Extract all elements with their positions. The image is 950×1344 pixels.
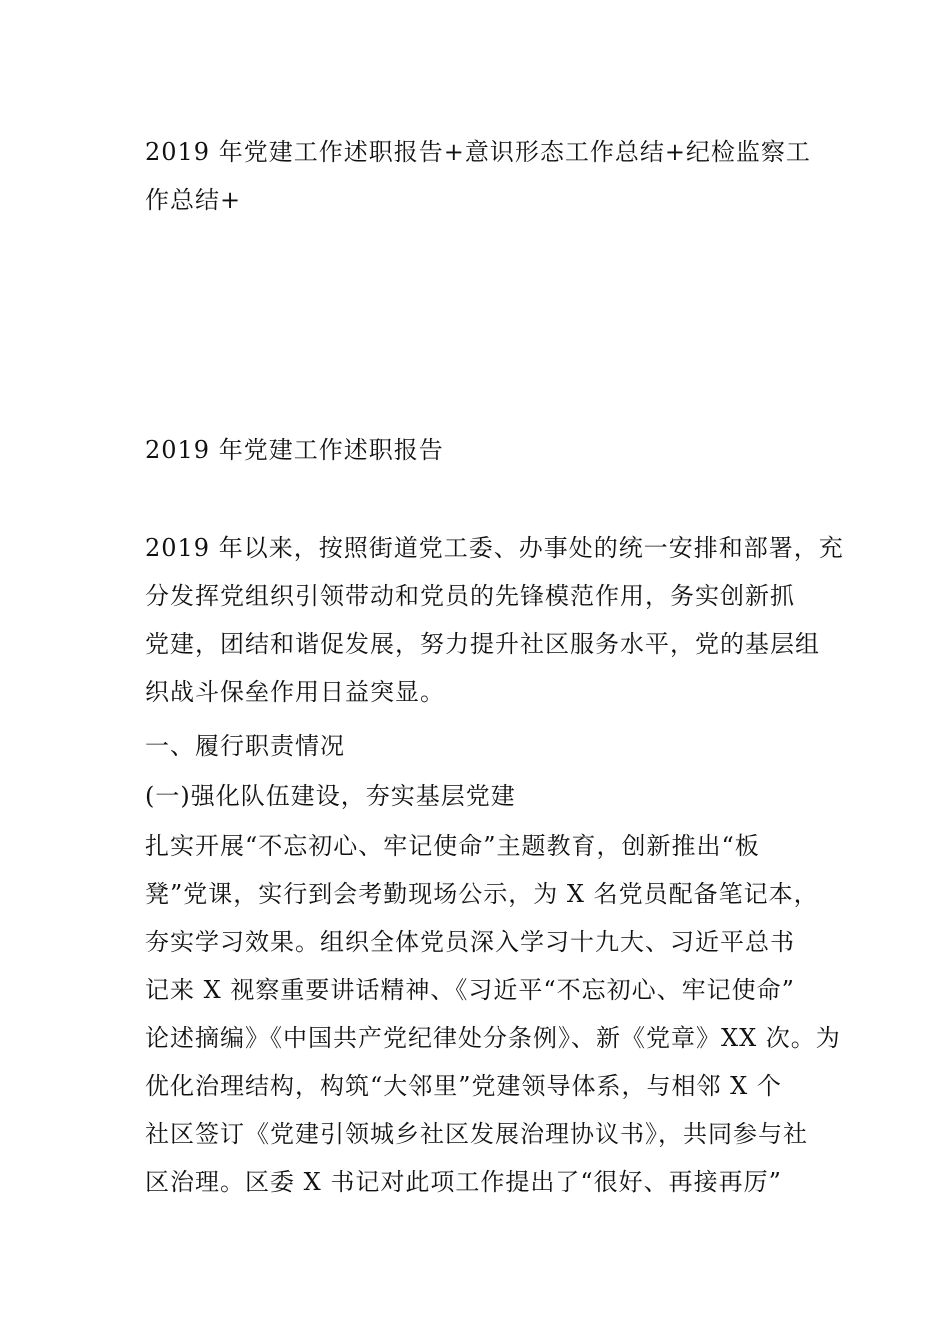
heading-level-2 — [145, 772, 810, 820]
paragraph-line: 扎实开展“不忘初心、牢记使命”主题教育，创新推出“板 — [145, 832, 760, 860]
paragraph-line: 论述摘编》《中国共产党纪律处分条例》、新《党章》XX 次。为 — [145, 1024, 841, 1052]
paragraph-line: 2019 年以来，按照街道党工委、办事处的统一安排和部署，充 — [145, 534, 844, 562]
body-paragraph — [145, 822, 841, 1206]
paragraph-line: 分发挥党组织引领带动和党员的先锋模范作用，务实创新抓 — [145, 582, 795, 610]
paragraph-line: 党建，团结和谐促发展，努力提升社区服务水平，党的基层组 — [145, 630, 820, 658]
heading-level-1 — [145, 722, 810, 770]
section-title-text: 2019 年党建工作述职报告 — [145, 436, 444, 464]
paragraph-line: 区治理。区委 X 书记对此项工作提出了“很好、再接再厉” — [145, 1168, 782, 1196]
document-title-line: 作总结+ — [145, 186, 242, 214]
paragraph-line: 凳”党课，实行到会考勤现场公示，为 X 名党员配备笔记本， — [145, 880, 819, 908]
paragraph-line: 记来 X 视察重要讲话精神、《习近平“不忘初心、牢记使命” — [145, 976, 795, 1004]
paragraph-line: 社区签订《党建引领城乡社区发展治理协议书》，共同参与社 — [145, 1120, 808, 1148]
paragraph-line: 织战斗保垒作用日益突显。 — [145, 678, 445, 706]
heading-text: (一)强化队伍建设，夯实基层党建 — [145, 782, 516, 810]
document-title-line: 2019 年党建工作述职报告+意识形态工作总结+纪检监察工 — [145, 138, 811, 166]
paragraph-line: 优化治理结构，构筑“大邻里”党建领导体系，与相邻 X 个 — [145, 1072, 782, 1100]
document-title — [145, 128, 810, 224]
paragraph-line: 夯实学习效果。组织全体党员深入学习十九大、习近平总书 — [145, 928, 795, 956]
section-title — [145, 426, 810, 474]
heading-text: 一、履行职责情况 — [145, 732, 345, 760]
intro-paragraph — [145, 524, 844, 716]
